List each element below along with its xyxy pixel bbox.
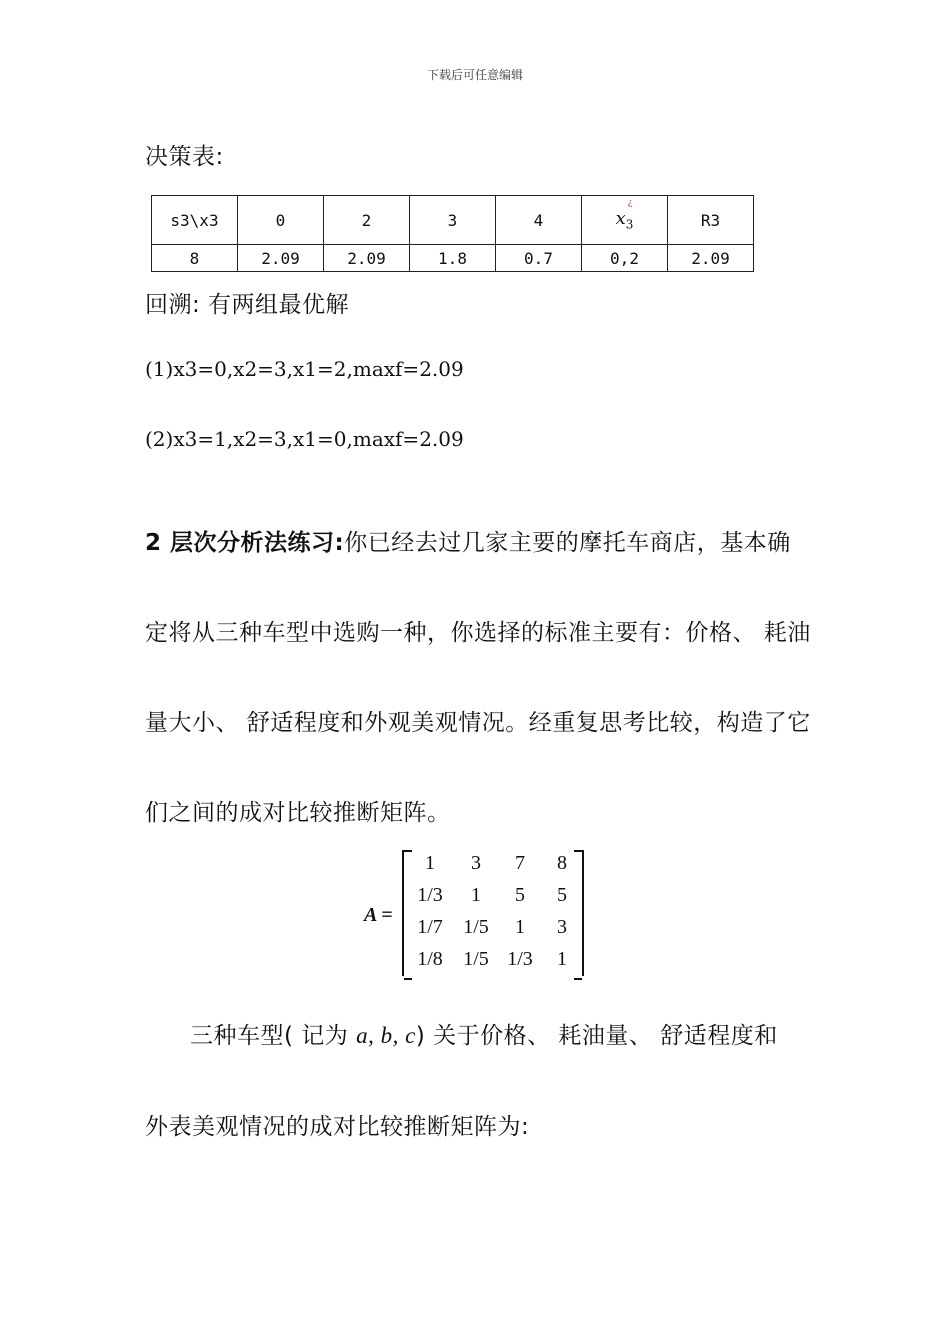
- table-header-cell: 4: [496, 196, 582, 245]
- matrix-label: A =: [364, 904, 393, 926]
- decision-table: [151, 195, 754, 272]
- matrix-cell: 5: [515, 884, 525, 906]
- matrix-row: [404, 884, 582, 916]
- table-cell: 8: [152, 245, 238, 272]
- table-cell: 0.7: [496, 245, 582, 272]
- table-header-row: [152, 196, 754, 245]
- table-cell: 2.09: [668, 245, 754, 272]
- table-row: [152, 245, 754, 272]
- matrix-cell: 1/8: [417, 948, 443, 970]
- matrix-cell: 1: [515, 916, 525, 938]
- table-header-cell: 0: [238, 196, 324, 245]
- matrix-cell: 1/3: [507, 948, 533, 970]
- section-text-line: 定将从三种车型中选购一种，你选择的标准主要有：价格、 耗油: [145, 620, 811, 646]
- matrix-row: [404, 948, 582, 980]
- x3-star-symbol: $x_3$ ¿: [615, 198, 634, 232]
- table-header-cell: s3\x3: [152, 196, 238, 245]
- closing-text: 三种车型( 记为: [190, 1023, 357, 1049]
- matrix-cell: 1: [471, 884, 481, 906]
- solution-2: (2)x3=1,x2=3,x1=0,maxf=2.09: [145, 427, 464, 451]
- matrix-cell: 3: [471, 852, 481, 874]
- closing-line-1: [190, 1017, 778, 1050]
- section-text-line: 量大小、 舒适程度和外观美观情况。经重复思考比较，构造了它: [145, 710, 811, 736]
- table-header-cell: R3: [668, 196, 754, 245]
- closing-line-2: 外表美观情况的成对比较推断矩阵为:: [145, 1114, 530, 1140]
- section-title: 2 层次分析法练习:: [145, 530, 345, 556]
- page-header: 下载后可任意编辑: [426, 68, 523, 82]
- matrix-cell: 1/3: [417, 884, 443, 906]
- table-cell: 1.8: [410, 245, 496, 272]
- matrix-cell: 1/5: [463, 916, 489, 938]
- table-cell: 2.09: [238, 245, 324, 272]
- table-header-cell: 3: [410, 196, 496, 245]
- decision-table-label: 决策表:: [145, 144, 224, 170]
- table-header-cell: 2: [324, 196, 410, 245]
- matrix-cell: 3: [557, 916, 567, 938]
- matrix-row: [404, 916, 582, 948]
- table-cell: 2.09: [324, 245, 410, 272]
- table-cell: 0,2: [582, 245, 668, 272]
- matrix-cell: 7: [515, 852, 525, 874]
- matrix-row: [404, 852, 582, 884]
- section-text-line: 你已经去过几家主要的摩托车商店，基本确: [344, 530, 791, 556]
- matrix-cell: 1: [557, 948, 567, 970]
- matrix-cell: 1/5: [463, 948, 489, 970]
- matrix-brackets: [402, 850, 584, 976]
- table-header-cell-x3-star: [582, 196, 668, 245]
- section-line-1: [145, 524, 791, 557]
- section-text-line: 们之间的成对比较推断矩阵。: [145, 800, 451, 826]
- closing-variables: a, b, c: [356, 1023, 416, 1048]
- closing-text: ) 关于价格、 耗油量、 舒适程度和: [415, 1023, 778, 1049]
- matrix-cell: 1/7: [417, 916, 443, 938]
- matrix-cell: 5: [557, 884, 567, 906]
- solution-1: (1)x3=0,x2=3,x1=2,maxf=2.09: [145, 357, 464, 381]
- matrix-cell: 8: [557, 852, 567, 874]
- matrix-cell: 1: [425, 852, 435, 874]
- backtrack-text: 回溯: 有两组最优解: [145, 292, 350, 318]
